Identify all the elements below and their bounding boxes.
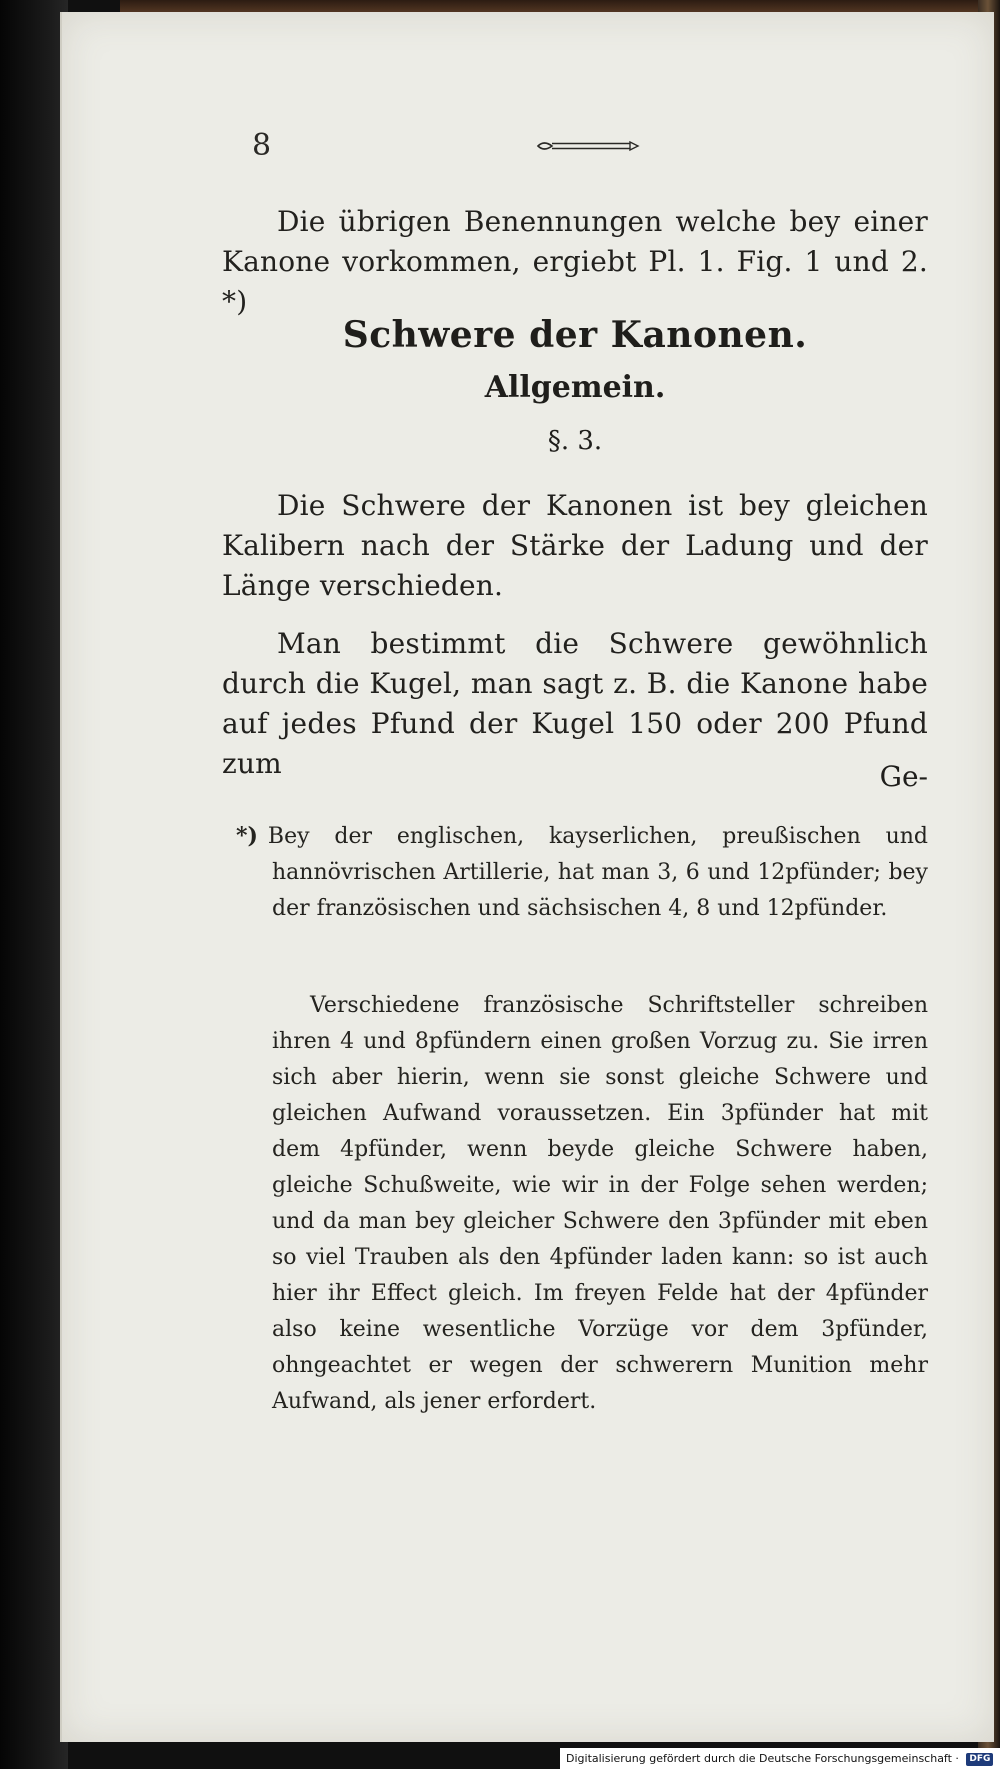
footnote-french-writers: Verschiedene französische Schriftsteller schreiben ihren 4 und 8pfündern einen großen Vorzug zu. Sie irren sich aber hierin, wenn sie sonst gleiche Schwere und gleichen Aufwand voraussetzen. Ein 3pfünder hat mit dem 4pfünder, wenn beyde gleiche Schwere haben, gleiche Schußweite, wie wir in der Folge sehen werden; und da man bey gleicher Schwere den 3pfünder mit eben so viel Trauben als den 4pfünder laden kann: so ist auch hier ihr Effect gleich. Im freyen Felde hat der 4pfünder also keine wesentliche Vorzüge vor dem 3pfünder, ohngeachtet er wegen der schwerern Munition mehr Aufwand, als jener erfordert.: [272, 993, 928, 1414]
section-title: Schwere der Kanonen.: [342, 314, 808, 356]
ornament-rule-icon: [534, 138, 642, 154]
paragraph-weight-calibers: Die Schwere der Kanonen ist bey gleichen Kalibern nach der Stärke der Ladung und der Länge verschieden.: [222, 489, 928, 602]
section-subtitle: Allgemein.: [484, 370, 666, 405]
footnote-marker: *): [236, 823, 258, 849]
dfg-logo-icon: DFG: [966, 1753, 993, 1766]
intro-paragraph: Die übrigen Benennungen welche bey einer Kanone vorkommen, ergiebt Pl. 1. Fig. 1 und 2. *): [222, 205, 928, 318]
page-number: 8: [252, 128, 272, 163]
digitization-credit: [560, 1748, 1000, 1769]
section-number: §. 3.: [547, 426, 603, 456]
paragraph-weight-ball: Man bestimmt die Schwere gewöhnlich durch die Kugel, man sagt z. B. die Kanone habe auf jedes Pfund der Kugel 150 oder 200 Pfund zum: [222, 627, 928, 780]
book-spine-shadow: [0, 0, 68, 1769]
catchword: Ge-: [879, 760, 928, 793]
credit-text: Digitalisierung gefördert durch die Deutsche Forschungsgemeinschaft ·: [566, 1752, 959, 1765]
book-page: [60, 12, 994, 1742]
header-ornament: [534, 138, 642, 154]
footnote-artillery: [236, 818, 928, 927]
footnote-artillery-text: Bey der englischen, kayserlichen, preußischen und hannövrischen Artillerie, hat man 3, 6 und 12pfünder; bey der französischen und sächsischen 4, 8 und 12pfünder.: [267, 824, 928, 921]
